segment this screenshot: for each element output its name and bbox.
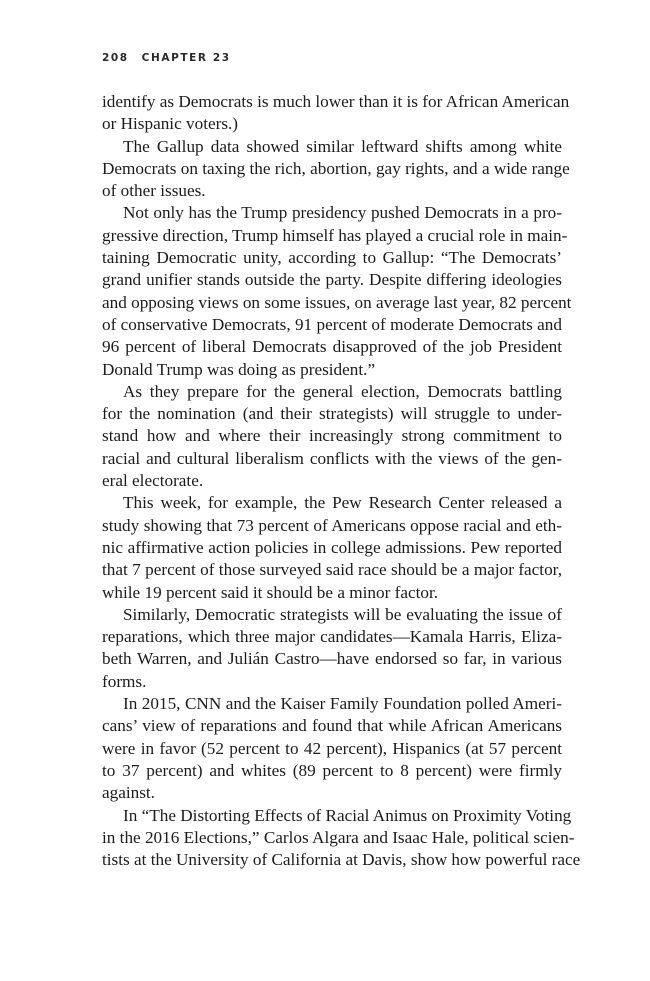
text-line: against. [102,783,155,803]
text-line: tists at the University of California at Davis, show how powerful race [102,850,581,870]
text-line: Not only has the Trump presidency pushed Democrats in a pro- [123,203,562,223]
body-text [102,91,581,871]
text-line: The Gallup data showed similar leftward shifts among white [123,136,562,156]
text-line: and opposing views on some issues, on average last year, 82 percent [102,292,572,312]
page-number: 208 [102,52,129,64]
text-line: As they prepare for the general election, Democrats battling [123,381,562,401]
text-line: while 19 percent said it should be a minor factor. [102,582,439,602]
text-line: beth Warren, and Julián Castro—have endorsed so far, in various [102,649,562,669]
text-line: study showing that 73 percent of Americans oppose racial and eth- [102,515,562,535]
text-line: gressive direction, Trump himself has played a crucial role in main- [102,225,568,245]
text-line: of conservative Democrats, 91 percent of moderate Democrats and [102,314,562,334]
text-line: to 37 percent) and whites (89 percent to 8 percent) were firmly [102,760,562,780]
chapter-label: CHAPTER 23 [141,52,231,64]
text-line: racial and cultural liberalism conflicts with the views of the gen- [102,448,562,468]
text-line: In “The Distorting Effects of Racial Animus on Proximity Voting [123,805,572,825]
text-line: taining Democratic unity, according to Gallup: “The Democrats’ [102,248,562,268]
text-line: reparations, which three major candidates—Kamala Harris, Eliza- [102,627,562,647]
text-line: forms. [102,671,147,691]
text-line: cans’ view of reparations and found that while African Americans [102,716,562,736]
text-line: This week, for example, the Pew Research Center released a [123,493,562,513]
text-line: were in favor (52 percent to 42 percent), Hispanics (at 57 percent [102,738,562,758]
text-line: Donald Trump was doing as president.” [102,359,376,379]
text-line: for the nomination (and their strategists) will struggle to under- [102,404,562,424]
running-head [102,52,231,64]
text-line: identify as Democrats is much lower than it is for African American [102,92,570,111]
text-line: In 2015, CNN and the Kaiser Family Foundation polled Ameri- [123,694,562,714]
text-line: of other issues. [102,181,206,201]
text-line: 96 percent of liberal Democrats disapproved of the job President [102,337,562,357]
text-line: eral electorate. [102,471,204,491]
text-line: or Hispanic voters.) [102,114,239,134]
text-line: grand unifier stands outside the party. Despite differing ideologies [102,270,562,290]
text-line: that 7 percent of those surveyed said race should be a major factor, [102,560,562,580]
text-line: Similarly, Democratic strategists will be evaluating the issue of [123,604,562,624]
text-line: in the 2016 Elections,” Carlos Algara and Isaac Hale, political scien- [102,827,575,847]
text-line: Democrats on taxing the rich, abortion, gay rights, and a wide range [102,158,570,178]
text-line: nic affirmative action policies in college admissions. Pew reported [102,537,562,557]
text-line: stand how and where their increasingly strong commitment to [102,426,562,446]
